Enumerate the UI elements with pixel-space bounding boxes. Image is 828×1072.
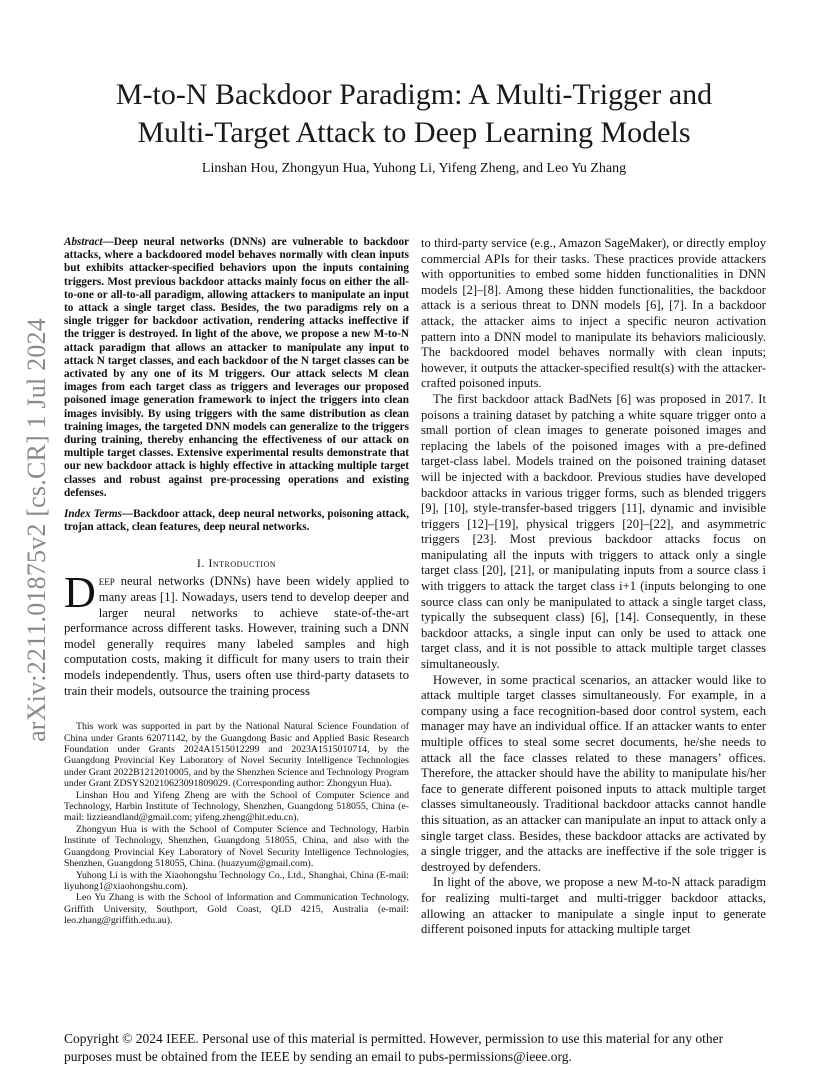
left-column — [64, 236, 409, 927]
footnote-affiliation-hua: Zhongyun Hua is with the School of Computer Science and Technology, Harbin Institute of Technology, Shenzhen, Guangdong 518055, China, and also with the Guangdong Provincial Key Laboratory of Novel Security Intelligence Technologies, Shenzhen, Guangdong 518055, China. (huazyum@gmail.com). — [64, 823, 409, 870]
abstract-label: Abstract — [64, 236, 103, 248]
arxiv-identifier: arXiv:2211.01875v2 [cs.CR] 1 Jul 2024 — [22, 318, 51, 742]
title-line-1: M-to-N Backdoor Paradigm: A Multi-Trigger and — [115, 78, 713, 111]
drop-cap: D — [64, 568, 96, 618]
intro-paragraph-text: neural networks (DNNs) have been widely applied to many areas [1]. Nowadays, users tend to develop deeper and larger neural networks to achieve state-of-the-art performance across different tasks. However, training such a DNN model generally requires many labeled samples and high computation costs, making it difficult for many users to train their models independently. Thus, users often use third-party datasets to train their models, outsource the training process — [64, 574, 409, 698]
drop-cap-rest: eep — [98, 574, 115, 589]
footnote-affiliation-zhang: Leo Yu Zhang is with the School of Information and Communication Technology, Griffith University, Southport, Gold Coast, QLD 4215, Australia (e-mail: leo.zhang@griffith.edu.au). — [64, 892, 409, 927]
body-paragraph: to third-party service (e.g., Amazon SageMaker), or directly employ commercial APIs for their tasks. These practices provide attackers with opportunities to embed some hidden functionalities in DNN models [2]–[8]. Among these hidden functionalities, the backdoor attack is a serious threat to DNN models [6], [7]. In a backdoor attack, the attacker aims to inject a specific neuron activation pattern into a DNN model to manipulate its behaviors maliciously. The backdoored model behaves normally with clean inputs; however, it outputs the attacker-specified result(s) with the attacker-crafted poisoned inputs. — [421, 236, 766, 391]
abstract — [64, 236, 409, 500]
index-terms-label: Index Terms — [64, 508, 122, 521]
body-paragraph: The first backdoor attack BadNets [6] was proposed in 2017. It poisons a training dataset by patching a white square trigger onto a small portion of clean images to generate poisoned images and replacing the labels of the poisoned images with a pre-defined target-class label. Models trained on the poisoned training dataset will be injected with a backdoor. Previous studies have developed backdoor attacks in various trigger forms, such as blended triggers [9], [10], style-transfer-based triggers [11], dynamic and invisible triggers [12]–[19], physical triggers [20]–[22], and asymmetric triggers [23]. Most previous backdoor attacks focus on manipulating all the inputs with triggers to attack only a single target class [20], [21], or manipulating inputs from a source class i with triggers to attack the target class i+1 (inputs belonging to one source class can only be manipulated to attack a single target class, typically the subsequent class) [6], [14]. Consequently, in these backdoor attacks, a single input can only be used to attack one target class, and it is not possible to attack multiple target classes simultaneously. — [421, 391, 766, 672]
right-column — [421, 236, 766, 938]
paper-title — [40, 76, 788, 152]
footnote-affiliation-hou-zheng: Linshan Hou and Yifeng Zheng are with the School of Computer Science and Technology, Harbin Institute of Technology, Shenzhen, Guangdong 518055, China (e-mail: lizzieandland@gmail.com; yifeng.zheng@hit.edu.cn). — [64, 789, 409, 824]
index-terms — [64, 508, 409, 534]
body-paragraph: However, in some practical scenarios, an attacker would like to attack multiple target classes simultaneously. For example, in a company using a face recognition-based door control system, each manager may have an individual office. If an attacker wants to enter multiple offices to steal some secret documents, he/she needs to attack all the face classes related to these managers’ offices. Therefore, the attacker should have the ability to manipulate his/her face to generate different poisoned inputs to attack multiple target classes simultaneously. Traditional backdoor attacks cannot handle this situation, as an attacker can manipulate an input to attack only a single target class. Besides, these backdoor attacks are activated by a single trigger, and the attacks are ineffective if the sole trigger is destroyed by defenders. — [421, 672, 766, 874]
section-heading-introduction: I. Introduction — [196, 556, 277, 571]
author-list: Linshan Hou, Zhongyun Hua, Yuhong Li, Yifeng Zheng, and Leo Yu Zhang — [201, 161, 627, 176]
footnote-funding: This work was supported in part by the National Natural Science Foundation of China under Grants 62071142, by the Guangdong Basic and Applied Basic Research Foundation under Grants 2024A1515012299 and 2023A1515010714, by the Guangdong Provincial Key Laboratory of Novel Security Intelligence Technologies under Grant 2022B1212010005, and by the Shenzhen Science and Technology Program under Grant ZDSYS20210623091809029. (Corresponding author: Zhongyun Hua). — [64, 721, 409, 790]
abstract-text: —Deep neural networks (DNNs) are vulnerable to backdoor attacks, where a backdoored model behaves normally with clean inputs but exhibits attacker-specified behaviors upon the inputs containing triggers. Most previous backdoor attacks mainly focus on either the all-to-one or all-to-all paradigm, allowing attackers to manipulate an input to attack a single target class. Besides, the two paradigms rely on a single trigger for backdoor activation, rendering attacks ineffective if the trigger is destroyed. In light of the above, we propose a new M-to-N attack paradigm that allows an attacker to manipulate any input to attack N target classes, and each backdoor of the N target classes can be activated by any one of its M triggers. Our attack selects M clean images from each target class as triggers and leverages our proposed poisoned image generation framework to inject the triggers into clean images invisibly. By using triggers with the same distribution as clean training images, the targeted DNN models can generalize to the triggers during training, thereby enhancing the effectiveness of our attack on multiple target classes. Extensive experimental results demonstrate that our new backdoor attack is highly effective in attacking multiple target classes and robust against pre-processing operations and existing defenses. — [64, 236, 409, 499]
title-line-2: Multi-Target Attack to Deep Learning Models — [137, 116, 691, 149]
copyright-notice: Copyright © 2024 IEEE. Personal use of this material is permitted. However, permission to use this material for any other purposes must be obtained from the IEEE by sending an email to pubs-permissions@ieee.org. — [64, 1031, 724, 1064]
body-paragraph: In light of the above, we propose a new M-to-N attack paradigm for realizing multi-target and multi-trigger backdoor attacks, allowing an attacker to manipulate a single input to generate different poisoned inputs for attacking multiple target — [421, 875, 766, 937]
intro-paragraph — [64, 568, 409, 699]
index-terms-text: —Backdoor attack, deep neural networks, poisoning attack, trojan attack, clean features, deep neural networks. — [64, 508, 409, 534]
footnotes — [64, 721, 409, 926]
footnote-affiliation-li: Yuhong Li is with the Xiaohongshu Technology Co., Ltd., Shanghai, China (E-mail: liyuhong1@xiaohongshu.com). — [64, 869, 409, 892]
